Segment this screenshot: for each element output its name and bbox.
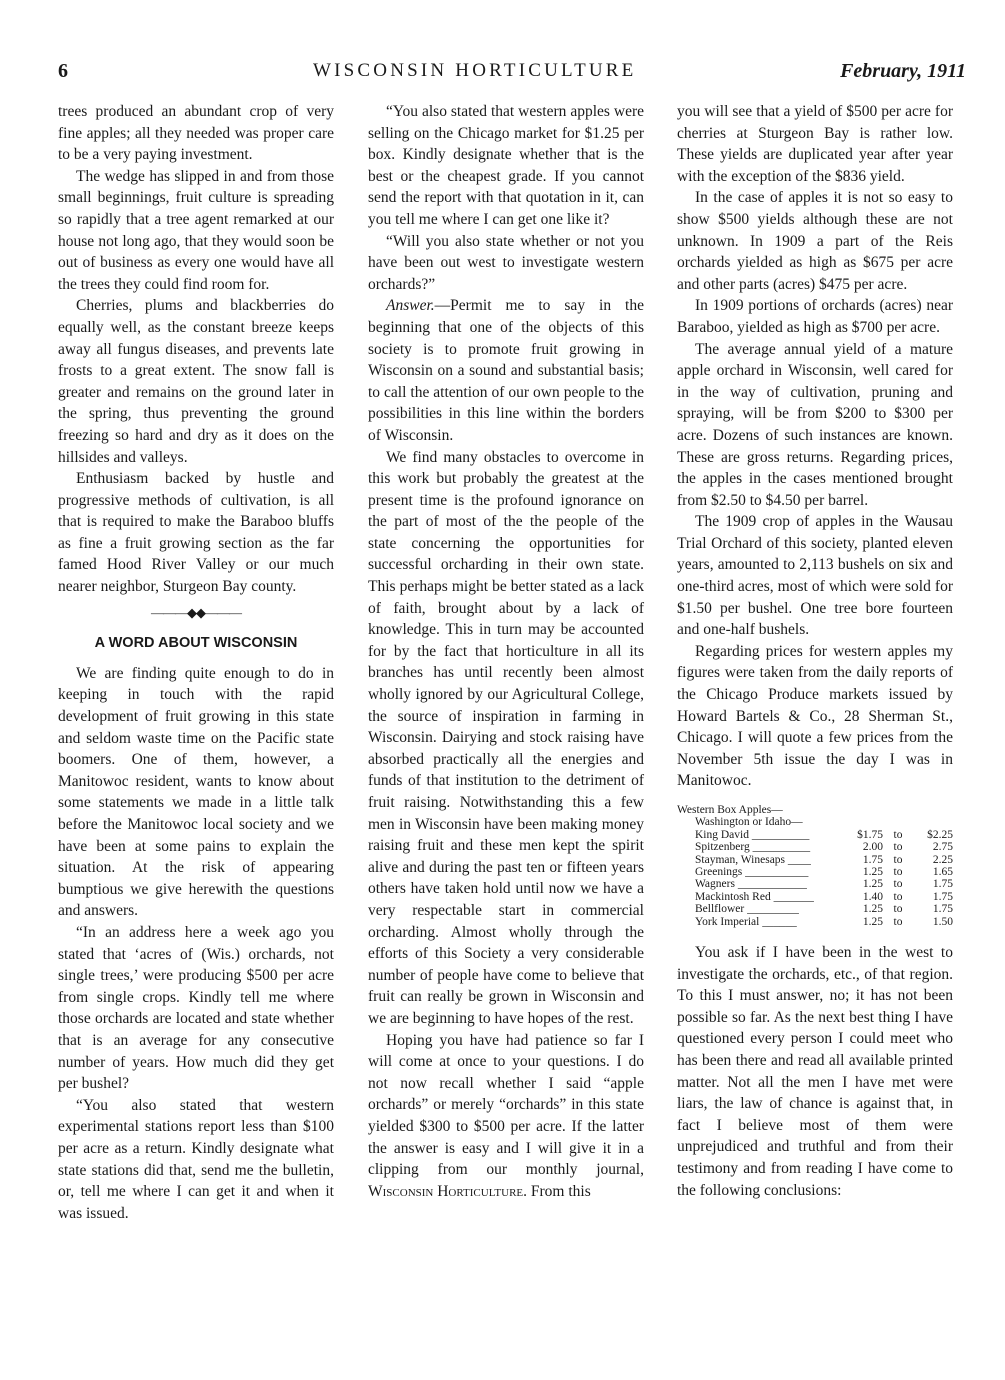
price-high: 1.50 <box>932 915 953 928</box>
price-high: 1.75 <box>932 903 953 916</box>
price-high: $2.25 <box>927 828 953 841</box>
answer-paragraph <box>368 295 644 446</box>
price-row <box>695 866 953 878</box>
paragraph: Regarding prices for western apples my figures were taken from the daily reports of the Chicago Produce markets issued by Howard Bartels & Co., 28 Sherman St., Chicago. I will quote a few prices from the November 5th issue the day I was in Manitowoc. <box>677 642 953 790</box>
paragraph: The wedge has slipped in and from those small beginnings, fruit culture is spreading so rapidly that a tree agent remarked at our house not long ago, that they would soon be out of business as every one would have all the trees they could find room for. <box>58 167 334 293</box>
paragraph: In the case of apples it is not so easy to show $500 yields although these are not unknown. In 1909 a part of the Reis orchards yielded as high as $675 per acre and other parts (acres) $475 per acre. <box>677 189 953 293</box>
answer-text: —Permit me to say in the beginning that one of the objects of this society is to promote fruit growing in Wisconsin on a sound and substantial basis; to call the attention of our own people to the possibilities in this line within the borders of Wisconsin. <box>368 297 644 444</box>
price-low: $1.75 <box>857 828 883 841</box>
price-to: to <box>893 890 903 903</box>
paragraph: “You also stated that western apples were selling on the Chicago market for $1.25 per box. Kindly designate whether that is the best or the cheapest grade. If you cannot send the report with that quotation in it, can you tell me where I can get one like it? <box>368 103 644 228</box>
price-low: 1.25 <box>862 915 883 928</box>
paragraph-text: Hoping you have had patience so far I will come at once to your questions. I do not now recall whether I said “apple orchards” or merely “orchards” in this state yielded $300 to $500 per acre. If the latter the answer is easy and I will give it in a clipping from our monthly journal, <box>368 1031 644 1179</box>
variety-label: York Imperial <box>695 915 760 928</box>
price-table <box>695 829 953 928</box>
price-to: to <box>893 915 903 928</box>
price-row <box>695 903 953 915</box>
price-low: 1.75 <box>862 853 883 866</box>
price-high: 1.75 <box>932 890 953 903</box>
price-list <box>677 804 953 928</box>
price-high: 2.75 <box>932 841 953 854</box>
paragraph: The average annual yield of a mature apple orchard in Wisconsin, well cared for in the way of cultivation, pruning and spraying, will be from $200 to $300 per acre. Dozens of such instances are known. These are gross returns. Regarding prices, the apples in the cases mentioned brought from $2.50 to $4.50 per barrel. <box>677 340 953 509</box>
paragraph: Enthusiasm backed by hustle and progressive methods of cultivation, is all that is required to make the Baraboo bluffs as fine a fruit growing section as the far famed Hood River Valley or our much nearer neighbor, Sturgeon Bay county. <box>58 470 334 596</box>
page-number: 6 <box>58 60 68 82</box>
variety-label: Greenings <box>695 866 743 879</box>
paragraph: Cherries, plums and blackberries do equally well, as the constant breeze keeps away all fungus diseases, and prevents late frosts to a great extent. The snow fall is greater and remains on the ground later in the spring, thus preventing the ground freezing so hard and dry as it does on the hillsides and valleys. <box>58 297 334 466</box>
price-low: 2.00 <box>862 841 883 854</box>
price-low: 1.25 <box>862 878 883 891</box>
price-low: 1.25 <box>862 903 883 916</box>
leader-dots: ______ <box>759 915 797 928</box>
leader-dots: __________ <box>749 841 811 854</box>
leader-dots: _________ <box>744 903 799 916</box>
section-divider-ornament: ———◆◆——— <box>151 604 241 620</box>
paragraph: We find many obstacles to overcome in this work but probably the greatest at the present time is the profound ignorance on the part of most of the the people of the state concerning the opportunities for successful orcharding in their own state. This perhaps might be better stated as a lack of faith, brought about by a lack of knowledge. This in turn may be accounted for by the fact that horticulture in all its branches has until recently been almost wholly ignored by our Agricultural College, the source of inspiration in farming in Wisconsin. Dairying and stock raising have absorbed practically all the energies and funds of that institution to the detriment of fruit raising. Notwithstanding this a few men in Wisconsin have been making money raising fruit and these men kept the spirit alive and during the past ten or fifteen years others have taken hold until now we have a very respectable start in commercial orcharding. Almost wholly through the efforts of this Society a very considerable number of people have come to believe that fruit can really be grown in Wisconsin and we are beginning to have hopes of the rest. <box>368 448 644 1027</box>
variety-label: Spitzenberg <box>695 841 750 854</box>
paragraph: The 1909 crop of apples in the Wausau Trial Orchard of this society, planted eleven years, amounted to 2,113 bushels on six and one-third acres, most of which were sold for $1.50 per bushel. One tree bore fourteen and one-half bushels. <box>677 513 953 639</box>
section-heading: A WORD ABOUT WISCONSIN <box>94 635 298 652</box>
paragraph-text-end: . From this <box>523 1182 591 1200</box>
price-to: to <box>893 828 903 841</box>
variety-label: King David <box>695 828 749 841</box>
price-low: 1.25 <box>862 866 883 879</box>
paragraph: you will see that a yield of $500 per acre for cherries at Sturgeon Bay is rather low. These yields are duplicated year after year with the exception of the $836 yield. <box>677 103 953 185</box>
running-header <box>58 60 966 90</box>
column-2 <box>368 101 644 1202</box>
price-to: to <box>893 853 903 866</box>
column-3 <box>677 101 953 1201</box>
answer-label: Answer. <box>386 297 435 315</box>
paragraph: “Will you also state whether or not you have been out west to investigate western orchards?” <box>368 232 644 293</box>
paragraph: “In an address here a week ago you stated that ‘acres of (Wis.) orchards, not single trees,’ were producing $500 per acre from single crops. Kindly tell me where those orchards are located and state whether that is an average for any consecutive number of years. How much did they get per bushel? <box>58 923 334 1093</box>
variety-name <box>695 866 843 878</box>
leader-dots: ___________ <box>742 866 809 879</box>
leader-dots: ____ <box>785 853 811 866</box>
price-row <box>695 878 953 890</box>
price-list-subheading: Washington or Idaho— <box>695 816 803 829</box>
leader-dots: ____________ <box>734 878 807 891</box>
price-to: to <box>893 866 903 879</box>
column-1 <box>58 101 334 1224</box>
paragraph: In 1909 portions of orchards (acres) near Baraboo, yielded as high as $700 per acre. <box>677 297 953 336</box>
price-row <box>695 829 953 841</box>
variety-label: Mackintosh Red <box>695 890 771 903</box>
leader-dots: _______ <box>770 890 814 903</box>
price-row <box>695 841 953 853</box>
variety-label: Bellflower <box>695 903 745 916</box>
variety-label: Stayman, Winesaps <box>695 853 786 866</box>
variety-name <box>695 854 843 866</box>
variety-label: Wagners <box>695 878 735 891</box>
paragraph <box>368 1030 644 1203</box>
variety-name <box>695 891 843 903</box>
price-row <box>695 916 953 928</box>
price-high: 1.75 <box>932 878 953 891</box>
variety-name <box>695 878 843 890</box>
price-to: to <box>893 841 903 854</box>
paragraph: trees produced an abundant crop of very fine apples; all they needed was proper care to be a very paying investment. <box>58 103 334 164</box>
paragraph: “You also stated that western experimental stations report less than $100 per acre as a return. Kindly designate what state stations did that, send me the bulletin, or, tell me where I can get it and when it was issued. <box>58 1096 334 1222</box>
journal-title: WISCONSIN HORTICULTURE <box>313 60 637 81</box>
issue-date: February, 1911 <box>840 60 966 82</box>
price-list-heading: Western Box Apples— <box>677 804 783 816</box>
variety-name <box>695 841 843 853</box>
price-high: 1.65 <box>932 866 953 879</box>
variety-name <box>695 903 843 915</box>
paragraph: We are finding quite enough to do in keeping in touch with the rapid development of fruit growing in this state and seldom waste time on the Pacific state boomers. One of them, however, a Manitowoc resident, wants to know about some statements we made in a little talk before the Manitowoc local society and we have been at some pains to explain the situation. At the risk of appearing bumptious we give herewith the questions and answers. <box>58 664 334 920</box>
leader-dots: __________ <box>748 828 810 841</box>
variety-name <box>695 916 843 928</box>
price-row <box>695 854 953 866</box>
price-high: 2.25 <box>932 853 953 866</box>
variety-name <box>695 829 843 841</box>
journal-name: Wisconsin Horticulture <box>368 1182 524 1200</box>
price-low: 1.40 <box>862 890 883 903</box>
price-row <box>695 891 953 903</box>
paragraph: You ask if I have been in the west to investigate the orchards, etc., of that region. To this I must answer, no; it has not been possible so far. As the next best thing I have questioned every person I could meet who has been there and read all available printed matter. Not all the men I have met were liars, the law of chance is against that, in fact I believe most of them were unprejudiced and truthful and from their testimony and from reading I have come to the following conclusions: <box>677 944 953 1199</box>
price-to: to <box>893 903 903 916</box>
price-to: to <box>893 878 903 891</box>
